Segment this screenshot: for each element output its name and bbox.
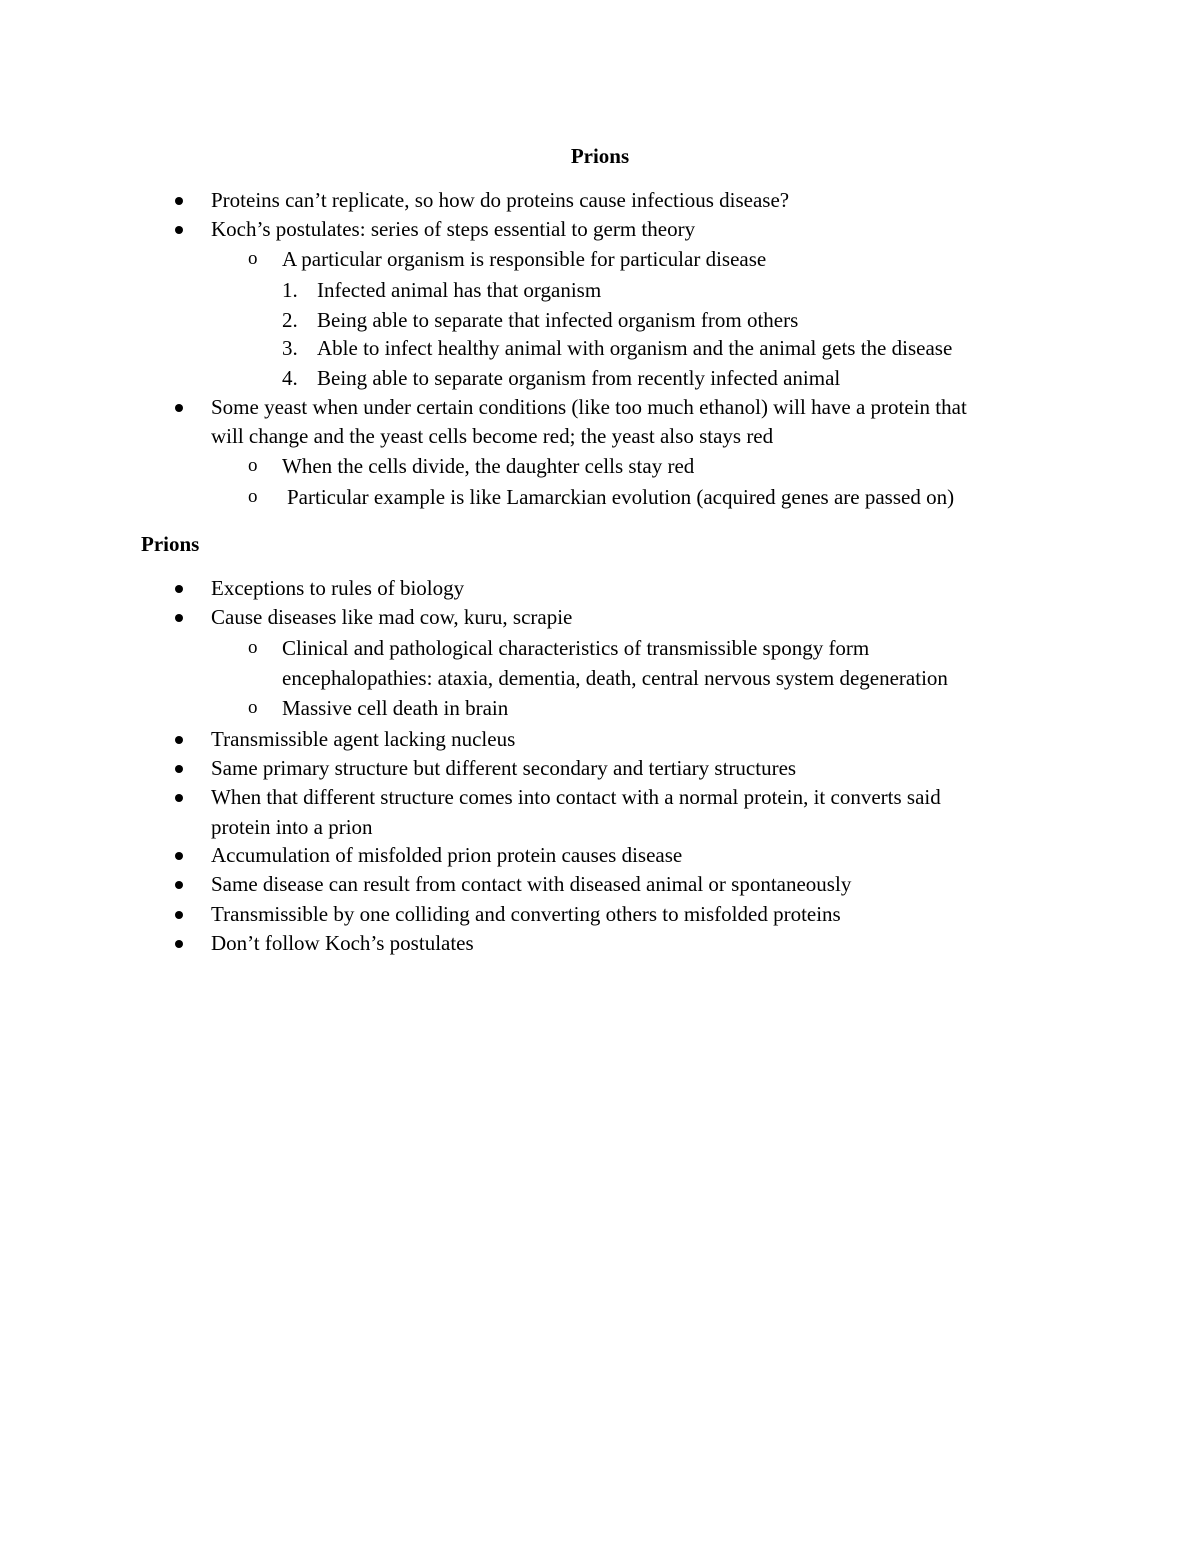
- list-item: When that different structure comes into contact with a normal protein, it converts said: [211, 785, 941, 809]
- list-item-continuation: will change and the yeast cells become red; the yeast also stays red: [211, 424, 774, 448]
- bullet-icon: [175, 736, 183, 744]
- list-item: Don’t follow Koch’s postulates: [211, 931, 474, 955]
- bullet-icon: [175, 940, 183, 948]
- bullet-icon: [175, 911, 183, 919]
- list-item: Some yeast when under certain conditions (like too much ethanol) will have a protein that: [211, 395, 967, 419]
- section2-title: Prions: [141, 532, 200, 556]
- sub-list-item: Massive cell death in brain: [282, 696, 509, 720]
- list-item: Koch’s postulates: series of steps essential to germ theory: [211, 217, 696, 241]
- bullet-icon: [175, 226, 183, 234]
- sub-bullet-icon: o: [248, 486, 258, 507]
- bullet-icon: [175, 197, 183, 205]
- sub-bullet-icon: o: [248, 455, 258, 476]
- step-number: 1.: [282, 278, 298, 302]
- sub-list-item-continuation: encephalopathies: ataxia, dementia, death, central nervous system degeneration: [282, 666, 948, 690]
- sub-bullet-icon: o: [248, 697, 258, 718]
- list-item: Transmissible by one colliding and converting others to misfolded proteins: [211, 902, 841, 926]
- step-number: 4.: [282, 366, 298, 390]
- bullet-icon: [175, 765, 183, 773]
- sub-bullet-icon: o: [248, 248, 258, 269]
- list-item: Same disease can result from contact with diseased animal or spontaneously: [211, 872, 852, 896]
- list-item: Proteins can’t replicate, so how do proteins cause infectious disease?: [211, 188, 790, 212]
- sub-list-item: A particular organism is responsible for particular disease: [282, 247, 767, 271]
- bullet-icon: [175, 881, 183, 889]
- step-number: 3.: [282, 336, 298, 360]
- sub-bullet-icon: o: [248, 637, 258, 658]
- bullet-icon: [175, 404, 183, 412]
- sub-list-item: When the cells divide, the daughter cells stay red: [282, 454, 695, 478]
- list-item: Cause diseases like mad cow, kuru, scrapie: [211, 605, 573, 629]
- section1-title: Prions: [570, 144, 630, 168]
- list-item: Accumulation of misfolded prion protein causes disease: [211, 843, 683, 867]
- sub-list-item: Clinical and pathological characteristics of transmissible spongy form: [282, 636, 870, 660]
- list-item: Transmissible agent lacking nucleus: [211, 727, 516, 751]
- step-item: Being able to separate that infected organism from others: [317, 308, 799, 332]
- sub-list-item: Particular example is like Lamarckian evolution (acquired genes are passed on): [287, 485, 955, 509]
- bullet-icon: [175, 614, 183, 622]
- list-item: Exceptions to rules of biology: [211, 576, 465, 600]
- list-item: Same primary structure but different secondary and tertiary structures: [211, 756, 797, 780]
- step-item: Infected animal has that organism: [317, 278, 602, 302]
- bullet-icon: [175, 794, 183, 802]
- step-number: 2.: [282, 308, 298, 332]
- step-item: Being able to separate organism from recently infected animal: [317, 366, 841, 390]
- list-item-continuation: protein into a prion: [211, 815, 373, 839]
- bullet-icon: [175, 852, 183, 860]
- bullet-icon: [175, 585, 183, 593]
- step-item: Able to infect healthy animal with organism and the animal gets the disease: [317, 336, 953, 360]
